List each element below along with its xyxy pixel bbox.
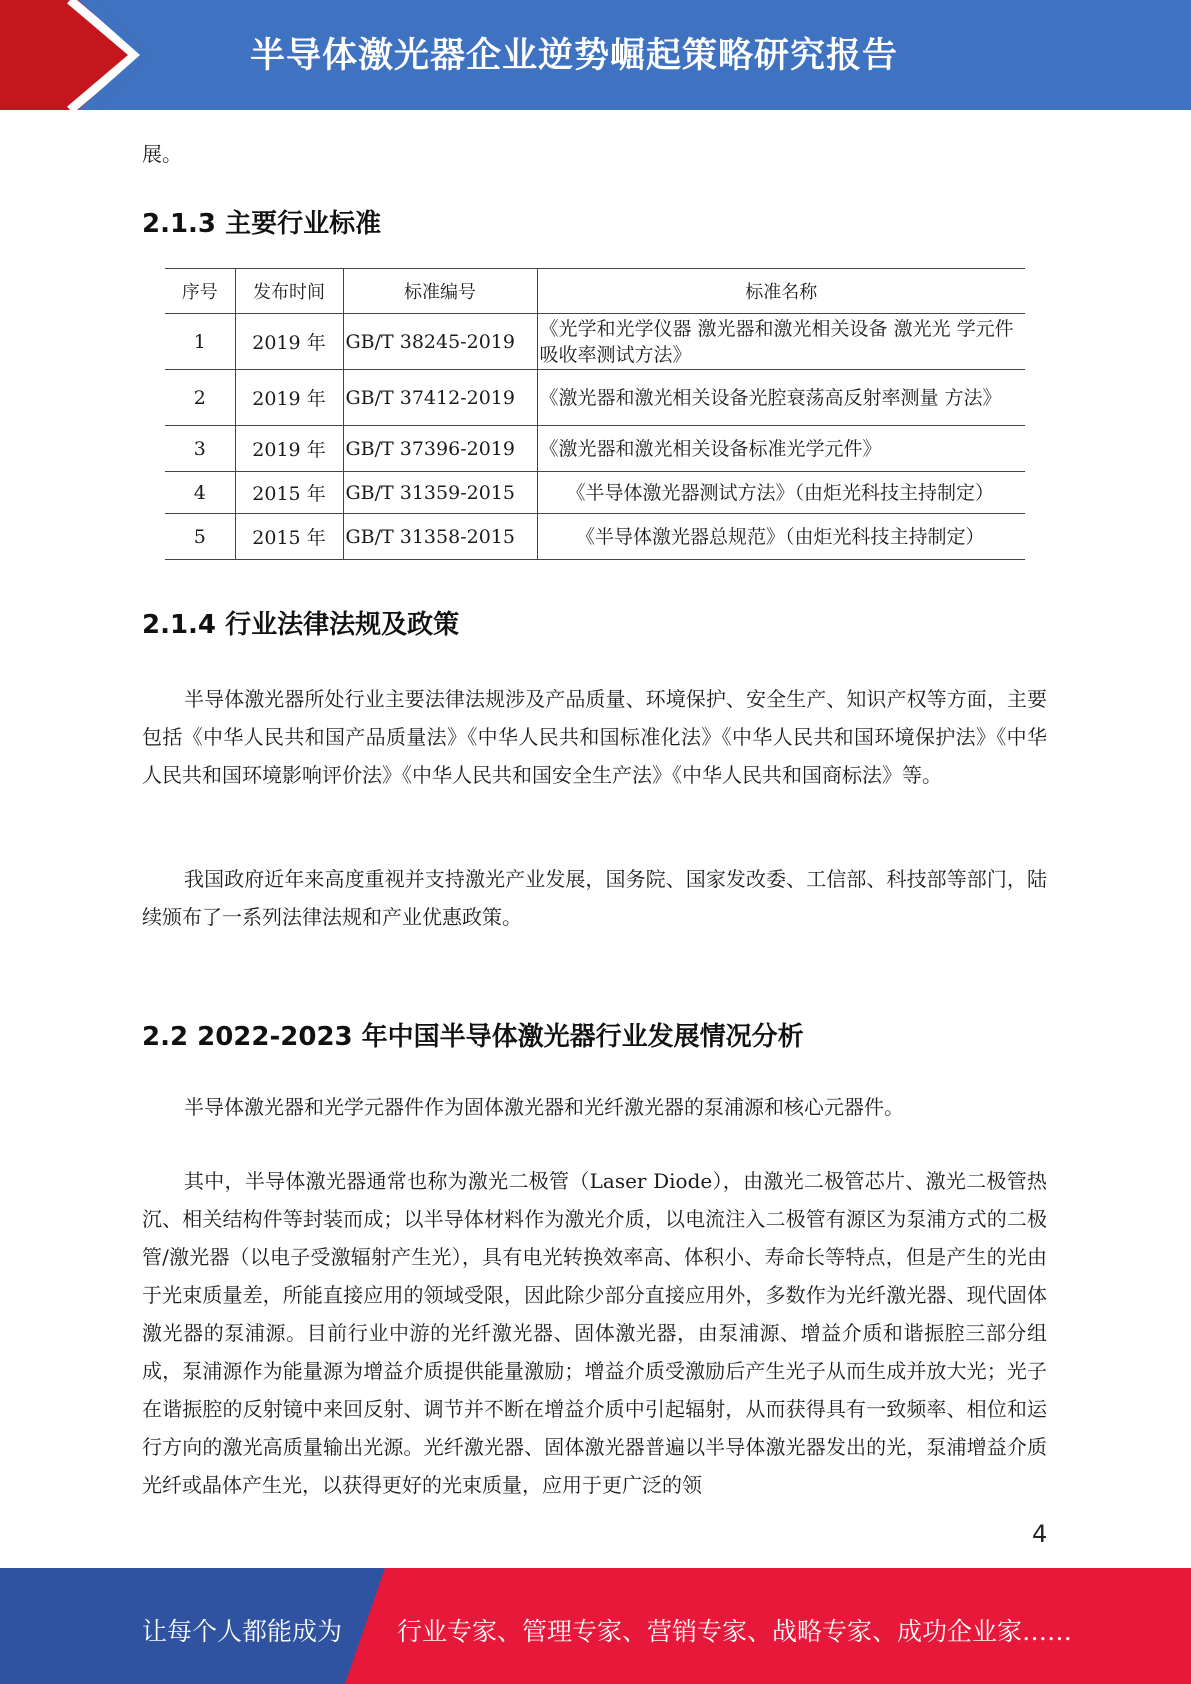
col-header-no: 序号 (165, 269, 235, 314)
cell-no: 1 (165, 314, 235, 370)
section-heading-2-1-3: 2.1.3 主要行业标准 (142, 209, 382, 239)
cell-year: 2019 年 (235, 314, 343, 370)
cell-name: 《光学和光学仪器 激光器和激光相关设备 激光光 学元件吸收率测试方法》 (537, 314, 1025, 370)
page-footer (0, 1568, 1191, 1684)
standards-table (165, 268, 1025, 560)
cell-name: 《半导体激光器测试方法》（由炬光科技主持制定） (537, 472, 1025, 514)
paragraph-policy: 我国政府近年来高度重视并支持激光产业发展，国务院、国家发改委、工信部、科技部等部门，陆续颁布了一系列法律法规和产业优惠政策。 (142, 867, 1047, 929)
footer-slogan-left: 让每个人都能成为 (142, 1617, 343, 1646)
continuation-text: 展。 (142, 142, 182, 166)
cell-code: GB/T 37396-2019 (343, 426, 537, 472)
cell-year: 2019 年 (235, 370, 343, 426)
table-header-row (165, 269, 1025, 314)
cell-no: 2 (165, 370, 235, 426)
col-header-code: 标准编号 (343, 269, 537, 314)
col-header-date: 发布时间 (235, 269, 343, 314)
cell-name: 《半导体激光器总规范》（由炬光科技主持制定） (537, 514, 1025, 560)
cell-no: 3 (165, 426, 235, 472)
col-header-name: 标准名称 (537, 269, 1025, 314)
table-row (165, 370, 1025, 426)
table-row (165, 314, 1025, 370)
cell-name: 《激光器和激光相关设备标准光学元件》 (537, 426, 1025, 472)
paragraph-laws: 半导体激光器所处行业主要法律法规涉及产品质量、环境保护、安全生产、知识产权等方面，主要包括《中华人民共和国产品质量法》《中华人民共和国标准化法》《中华人民共和国环境保护法》《中华人民共和国环境影响评价法》《中华人民共和国安全生产法》《中华人民共和国商标法》等。 (142, 687, 1047, 787)
page-number: 4 (1032, 1520, 1048, 1548)
cell-code: GB/T 31359-2015 (343, 472, 537, 514)
cell-year: 2015 年 (235, 472, 343, 514)
table-row (165, 472, 1025, 514)
cell-no: 4 (165, 472, 235, 514)
paragraph-intro: 半导体激光器和光学元器件作为固体激光器和光纤激光器的泵浦源和核心元器件。 (184, 1095, 904, 1119)
table-row (165, 426, 1025, 472)
section-heading-2-1-4: 2.1.4 行业法律法规及政策 (142, 610, 460, 640)
footer-slogan-right: 行业专家、管理专家、营销专家、战略专家、成功企业家…… (397, 1617, 1073, 1646)
cell-code: GB/T 37412-2019 (343, 370, 537, 426)
cell-no: 5 (165, 514, 235, 560)
header-chevron-icon (0, 0, 160, 110)
paragraph-laser-diode: 其中，半导体激光器通常也称为激光二极管（Laser Diode），由激光二极管芯片、激光二极管热沉、相关结构件等封装而成；以半导体材料作为激光介质，以电流注入二极管有源区为泵浦方式的二极管/激光器（以电子受激辐射产生光），具有电光转换效率高、体积小、寿命长等特点，但是产生的光由于光束质量差，所能直接应用的领域受限，因此除少部分直接应用外，多数作为光纤激光器、现代固体激光器的泵浦源。目前行业中游的光纤激光器、固体激光器，由泵浦源、增益介质和谐振腔三部分组成，泵浦源作为能量源为增益介质提供能量激励；增益介质受激励后产生光子从而生成并放大光；光子在谐振腔的反射镜中来回反射、调节并不断在增益介质中引起辐射，从而获得具有一致频率、相位和运行方向的激光高质量输出光源。光纤激光器、固体激光器普遍以半导体激光器发出的光，泵浦增益介质光纤或晶体产生光，以获得更好的光束质量，应用于更广泛的领 (142, 1169, 1047, 1497)
section-heading-2-2: 2.2 2022-2023 年中国半导体激光器行业发展情况分析 (142, 1022, 804, 1052)
cell-year: 2019 年 (235, 426, 343, 472)
cell-code: GB/T 31358-2015 (343, 514, 537, 560)
table-row (165, 514, 1025, 560)
page-header (0, 0, 1191, 110)
report-title: 半导体激光器企业逆势崛起策略研究报告 (250, 36, 899, 76)
cell-year: 2015 年 (235, 514, 343, 560)
cell-code: GB/T 38245-2019 (343, 314, 537, 370)
cell-name: 《激光器和激光相关设备光腔衰荡高反射率测量 方法》 (537, 370, 1025, 426)
